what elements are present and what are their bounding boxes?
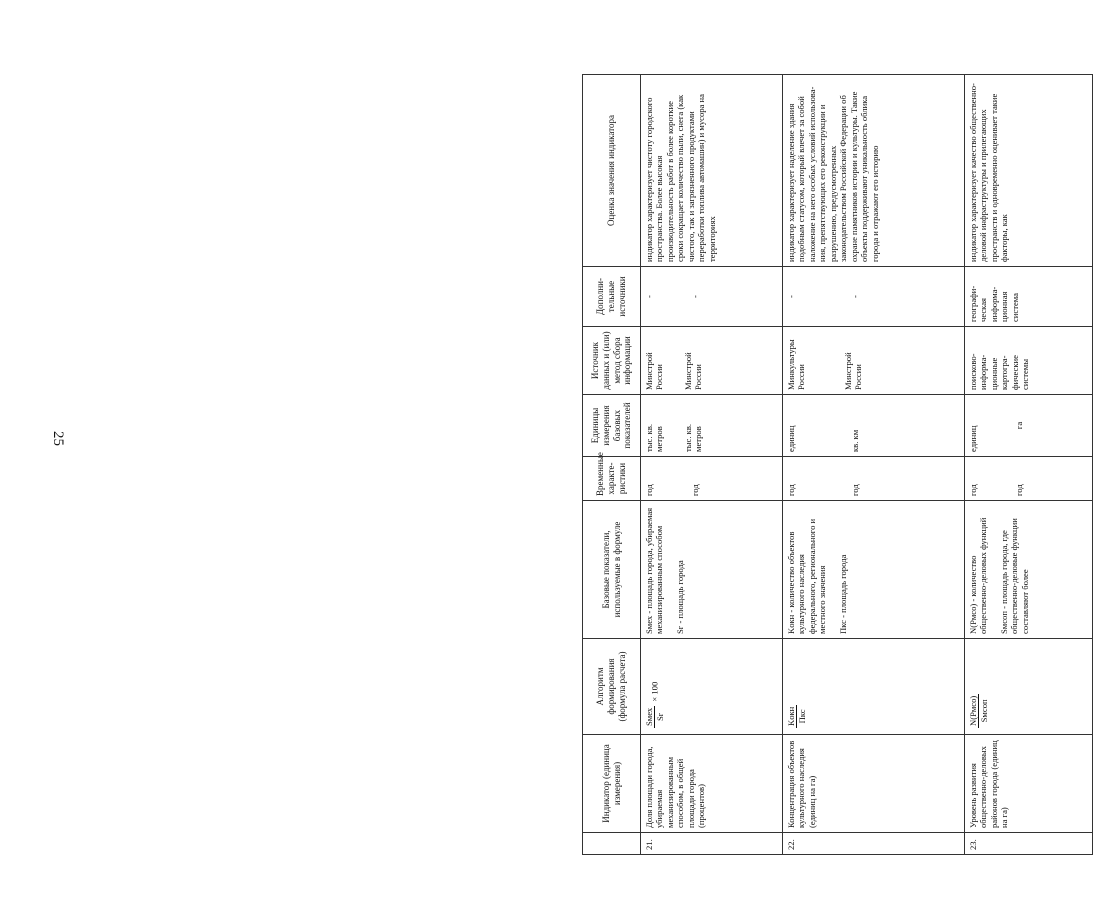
formula-cell (641, 639, 783, 735)
assess-cell: индикатор характеризует наделение здания подобным статусом, который влечет за собой наложение на него особых условий использова-ния, препятствующих его реконструкции и разрушению, предусмотренных законодательством Российской Федерации об охране памятников истории и культуры. Такие объекты поддерживают уникальность облика города и отражают его историю (783, 75, 965, 267)
header-units: Единицы измерения базовых показателей (583, 395, 641, 457)
table-row (783, 75, 965, 855)
header-time: Временные характе-ристики (583, 457, 641, 501)
formula-fraction (644, 706, 666, 728)
formula-multiplier: × 100 (649, 681, 660, 702)
formula-fraction (786, 705, 808, 728)
units-item: тыс. кв. метров (682, 423, 704, 452)
formula-cell (965, 639, 1093, 735)
indicator-cell: Доля площади города, убираемая механизированным способом, в общей площади города (процентов) (641, 735, 783, 833)
formula-numerator: Kокн (786, 706, 796, 726)
row-number: 22. (783, 833, 965, 855)
extra-item: - (644, 295, 654, 298)
header-source: Источник данных и (или) метод сбора информации (583, 327, 641, 395)
formula-fraction (968, 694, 990, 728)
indicator-table (582, 74, 1093, 855)
formula-numerator: Sмех (644, 707, 654, 726)
indicator-cell: Концентрация объектов культурного наследия (единиц на га) (783, 735, 965, 833)
assess-cell: индикатор характеризует качество общественно-деловой инфраструктуры и прилегающих пространств и одновременно оценивает такие факторы, как (965, 75, 1093, 267)
base-cell (783, 501, 965, 639)
source-item: Минстрой России (842, 352, 864, 390)
extra-item: - (690, 295, 701, 298)
row-number: 21. (641, 833, 783, 855)
time-item: год (850, 484, 861, 496)
header-assess: Оценка значения индикатора (583, 75, 641, 267)
row-number: 23. (965, 833, 1093, 855)
page-number: 25 (50, 431, 66, 446)
units-item: единиц (968, 425, 978, 452)
units-item: кв. км (850, 429, 861, 452)
header-algorithm: Алгоритм формирования (формула расчета) (583, 639, 641, 735)
header-num (583, 833, 641, 855)
table-row (641, 75, 783, 855)
time-item: год (644, 484, 654, 496)
formula-numerator: N(Рмсо) (968, 695, 978, 726)
base-item: Sмех - площадь города, убираемая механизированным способом (644, 507, 665, 634)
time-cell (965, 457, 1093, 501)
source-cell (641, 327, 783, 395)
formula-denominator: Sг (655, 712, 666, 722)
source-item: Минстрой России (644, 352, 665, 390)
header-row (583, 75, 641, 855)
time-cell (641, 457, 783, 501)
formula-denominator: Sмсоп (979, 699, 990, 723)
units-item: единиц (786, 425, 796, 452)
formula-denominator: Пкс (797, 709, 808, 724)
units-cell (783, 395, 965, 457)
table-row (965, 75, 1093, 855)
units-item: тыс. кв. метров (644, 423, 665, 452)
time-item: год (786, 484, 796, 496)
header-indicator: Индикатор (единица измерения) (583, 735, 641, 833)
units-cell (641, 395, 783, 457)
source-cell (783, 327, 965, 395)
extra-cell (641, 267, 783, 327)
source-item: Минстрой России (682, 352, 704, 390)
base-cell (641, 501, 783, 639)
time-cell (783, 457, 965, 501)
extra-item: - (850, 295, 861, 298)
units-cell (965, 395, 1093, 457)
header-extra: Дополни-тельные источники (583, 267, 641, 327)
base-item: N(Рмсо) - количество общественно-деловых функций (968, 517, 989, 634)
source-item: поисково-информа-ционные картогра-фические системы (968, 353, 1031, 390)
indicator-table-rotated (582, 75, 1092, 855)
formula-cell (783, 639, 965, 735)
source-cell (965, 327, 1093, 395)
time-item: год (1014, 484, 1025, 496)
indicator-cell: Уровень развития общественно-деловых районов города (единиц на га) (965, 735, 1093, 833)
time-item: год (968, 484, 978, 496)
base-item: Sмсоп - площадь города, где общественно-деловые функции составляют более (998, 518, 1030, 634)
extra-item: - (786, 295, 796, 298)
base-item: Kокн - количество объектов культурного наследия федерального, регионального и местного значения (786, 518, 828, 634)
header-base: Базовые показатели, используемые в формуле (583, 501, 641, 639)
time-item: год (690, 484, 701, 496)
source-item: Минкультуры России (786, 339, 807, 390)
extra-cell (783, 267, 965, 327)
base-item: Пкс - площадь города (837, 554, 848, 634)
assess-cell: индикатор характеризует чистоту городского пространства. Более высокая производительность работ в более короткие сроки сокращает количество пыли, снега (как чистого, так и загрязненного продуктами переработки топлива автомашин) и мусора на территориях (641, 75, 783, 267)
extra-item: географи-ческая информа-ционная система (968, 285, 1020, 322)
base-cell (965, 501, 1093, 639)
base-item: Sг - площадь города (674, 560, 685, 634)
extra-cell (965, 267, 1093, 327)
units-item: га (1014, 421, 1025, 430)
